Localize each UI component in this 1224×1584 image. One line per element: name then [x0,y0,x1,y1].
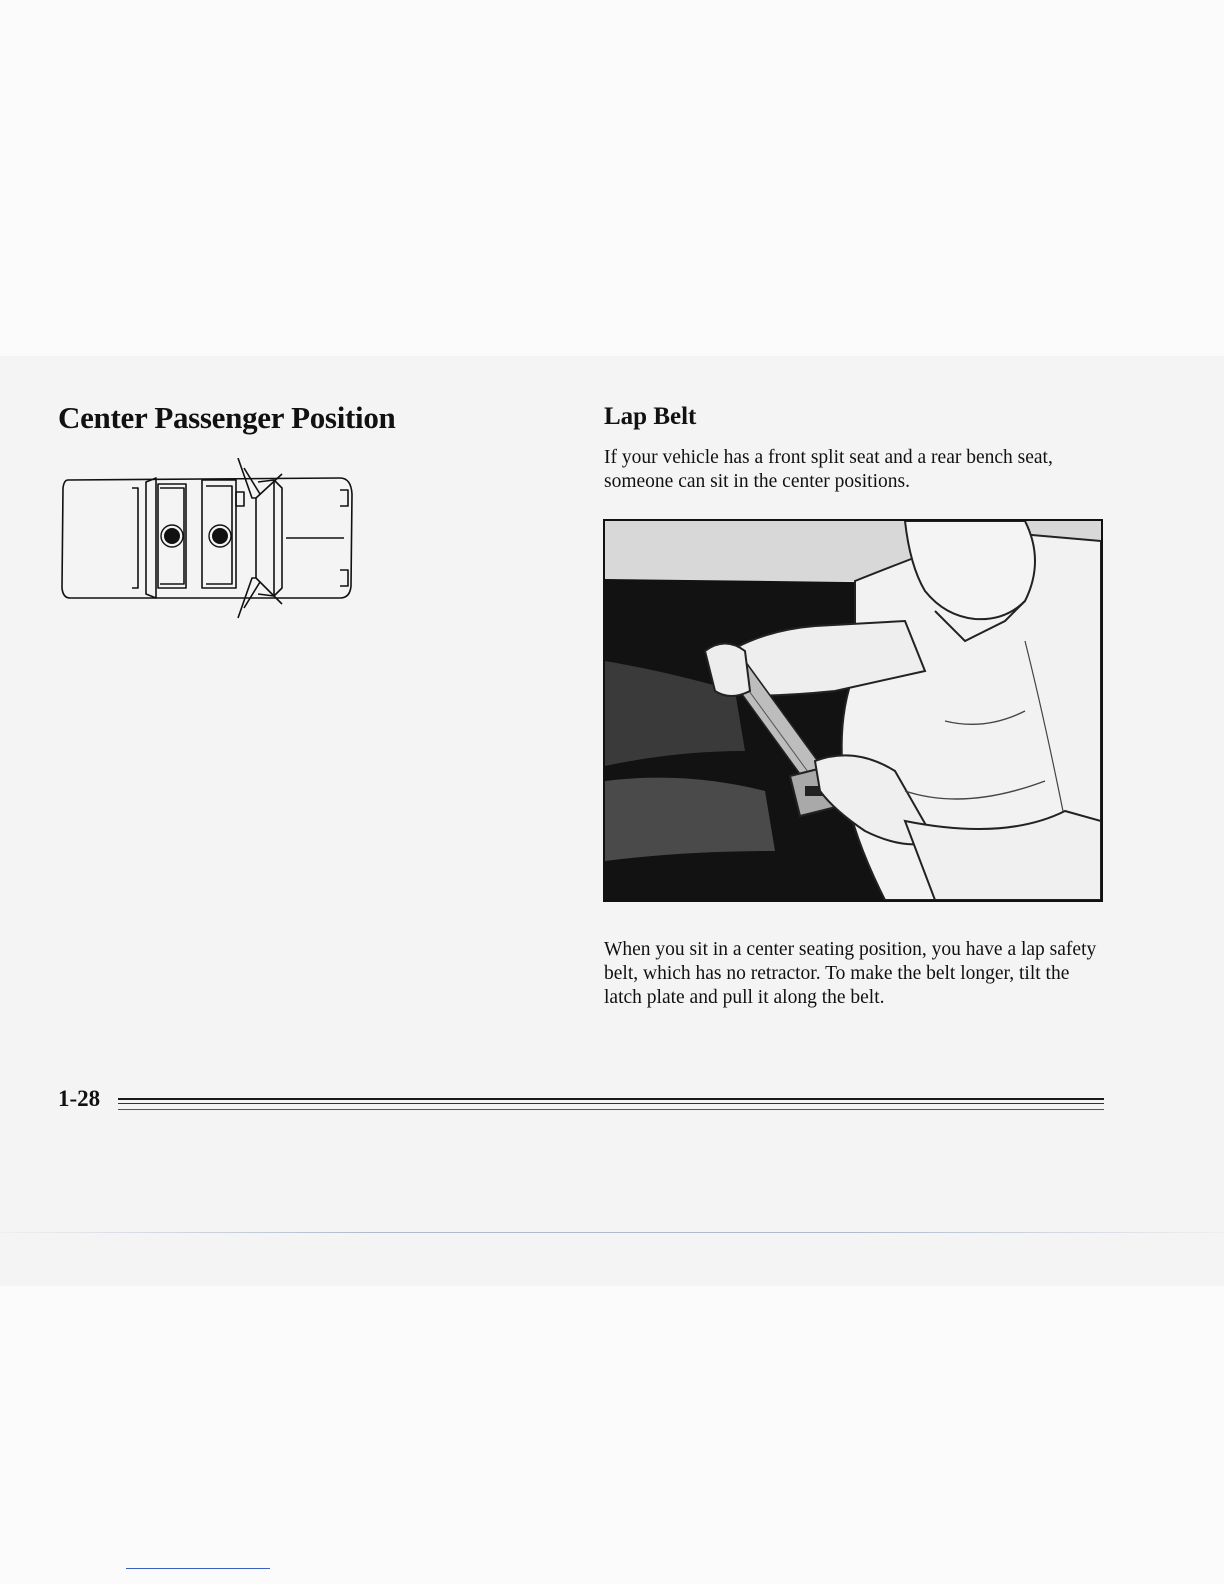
band-edge-line [0,1232,1224,1233]
car-top-view-icon [60,458,360,626]
section-title-center-passenger: Center Passenger Position [58,400,396,435]
intro-paragraph: If your vehicle has a front split seat and a rear bench seat, someone can sit in the center positions. [604,447,1053,492]
bottom-link-line [126,1568,270,1569]
body-paragraph: When you sit in a center seating position, you have a lap safety belt, which has no retractor. To make the belt longer, tilt the latch plate and pull it along the belt. [604,939,1097,1008]
footer-rule-thin [118,1103,1104,1104]
footer-rule-faint [118,1109,1104,1110]
lap-belt-photo [603,519,1103,902]
page-number: 1-28 [58,1086,101,1111]
section-title-lap-belt: Lap Belt [604,403,697,430]
footer-rule [118,1098,1104,1100]
